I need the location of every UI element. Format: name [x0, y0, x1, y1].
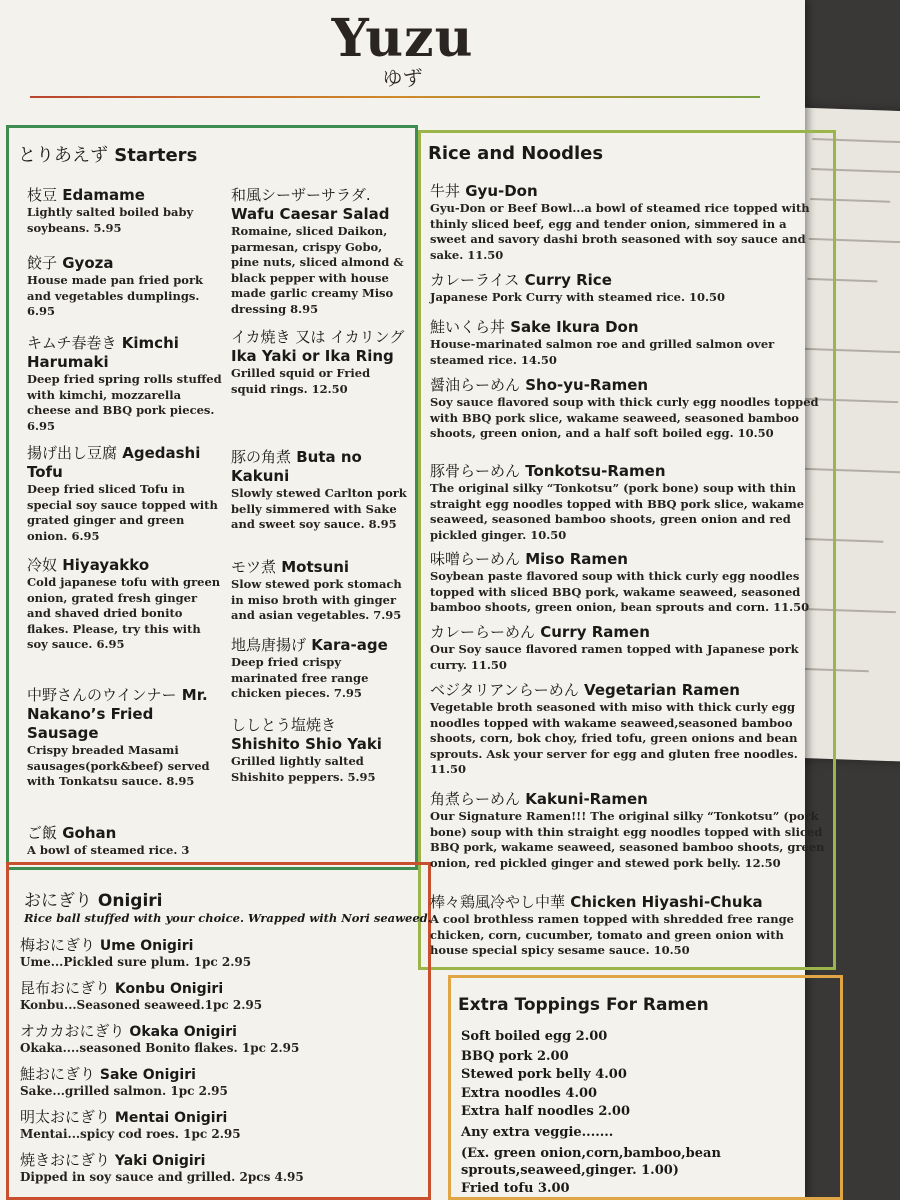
topping-item: Extra noodles 4.00: [461, 1086, 598, 1101]
menu-item-name-en: Gohan: [57, 824, 117, 842]
menu-item: [430, 376, 825, 442]
menu-item: [27, 334, 222, 434]
menu-item-name-en: Ume Onigiri: [95, 938, 194, 954]
menu-item-description: The original silky “Tonkotsu” (pork bone) soup with thin straight egg noodles topped with BBQ pork slice, wakame seaweed, seasoned bamboo shoots, green onion and red pickled ginger. 10.50: [430, 481, 805, 542]
menu-item-description: Our Signature Ramen!!! The original silky “Tonkotsu” (pork bone) soup with thin straight egg noodles topped with sliced BBQ pork, wakame seaweed, seasoned bamboo shoots, green onion, red pickled ginger and stewed pork belly. 12.50: [430, 809, 825, 870]
menu-item-name-jp: キムチ春巻き: [27, 334, 117, 352]
menu-item-description: A cool brothless ramen topped with shredded free range chicken, corn, cucumber, tomato and green onion with house special spicy sesame sauce. 10.50: [430, 912, 794, 957]
menu-item-name: [231, 186, 409, 224]
menu-item-name-jp: カレーらーめん: [430, 623, 536, 641]
menu-item-name-en: Gyu-Don: [460, 182, 538, 200]
menu-item-name-jp: 揚げ出し豆腐: [27, 444, 118, 462]
menu-item: [430, 623, 825, 673]
restaurant-name: Yuzu: [331, 8, 474, 69]
menu-item-name-en: Motsuni: [276, 558, 350, 576]
menu-item-description: House made pan fried pork and vegetables dumplings. 6.95: [27, 273, 204, 318]
menu-item: [27, 444, 222, 544]
menu-item-name-jp: 梅おにぎり: [20, 936, 96, 954]
menu-item-description: Ume...Pickled sure plum. 1pc 2.95: [20, 955, 252, 969]
menu-item-name: [20, 1065, 420, 1084]
menu-item: [430, 318, 825, 368]
menu-item-name-jp: カレーライス: [430, 271, 520, 289]
onigiri-heading: [24, 886, 163, 911]
extra-toppings-heading: Extra Toppings For Ramen: [458, 995, 709, 1015]
menu-item-description: Vegetable broth seasoned with miso with thick curly egg noodles topped with wakame seaweed,seasoned bamboo shoots, corn, bok choy, fried tofu, green onions and bean sprouts. Ask your server for egg and gluten free noodles. 11.50: [430, 700, 798, 776]
menu-item-description: Our Soy sauce flavored ramen topped with Japanese pork curry. 11.50: [430, 642, 799, 672]
topping-item: Stewed pork belly 4.00: [461, 1067, 627, 1082]
menu-item-name: [430, 462, 825, 481]
menu-item-name-jp: ベジタリアンらーめん: [430, 681, 579, 699]
menu-item-name: [430, 893, 825, 912]
menu-item-name-en: Sake Ikura Don: [505, 318, 639, 336]
menu-item-description: Konbu...Seasoned seaweed.1pc 2.95: [20, 998, 263, 1012]
menu-item-name: [430, 790, 825, 809]
menu-item-name-en: Mentai Onigiri: [110, 1110, 228, 1126]
menu-item: [430, 681, 825, 778]
menu-item: [20, 1065, 420, 1099]
menu-item-name-en: Kakuni-Ramen: [520, 790, 648, 808]
menu-item-name-en: Wafu Caesar Salad: [231, 205, 390, 223]
topping-item: Extra half noodles 2.00: [461, 1104, 630, 1119]
topping-item: (Ex. green onion,corn,bamboo,bean sprouts,seaweed,ginger. 1.00): [461, 1146, 721, 1178]
menu-item-name: [231, 558, 409, 577]
menu-item-name: [27, 824, 222, 843]
menu-item-name-en: Ika Yaki or Ika Ring: [231, 347, 394, 365]
menu-item: [20, 979, 420, 1013]
menu-item: [27, 254, 222, 320]
menu-item-name-jp: 鮭いくら丼: [430, 318, 506, 336]
menu-item-name-jp: 枝豆: [27, 186, 58, 204]
menu-item-name-jp: 和風シーザーサラダ.: [231, 186, 371, 204]
menu-item-name-jp: 餃子: [27, 254, 58, 272]
menu-item-name: [430, 681, 825, 700]
menu-item-name: [27, 556, 222, 575]
menu-item-name: [231, 636, 409, 655]
menu-item-name: [430, 271, 825, 290]
menu-item-name-en: Tonkotsu-Ramen: [520, 462, 666, 480]
menu-item-name: [430, 623, 825, 642]
onigiri-heading-en: Onigiri: [97, 891, 163, 911]
menu-item-description: Lightly salted boiled baby soybeans. 5.95: [27, 205, 194, 235]
menu-item-description: Cold japanese tofu with green onion, grated fresh ginger and shaved dried bonito flakes. Please, try this with soy sauce. 6.95: [27, 575, 221, 651]
menu-item-description: Grilled lightly salted Shishito peppers. 5.95: [231, 754, 376, 784]
menu-item-name: [231, 328, 409, 366]
topping-item: Soft boiled egg 2.00: [461, 1029, 608, 1044]
menu-item-name: [27, 686, 222, 743]
menu-item-description: Mentai...spicy cod roes. 1pc 2.95: [20, 1127, 241, 1141]
menu-item-name-jp: ししとう塩焼き: [231, 716, 337, 734]
menu-item: [430, 271, 825, 306]
menu-item-name-jp: 棒々鶏風冷やし中華: [430, 893, 566, 911]
menu-item-name-jp: ご飯: [27, 824, 58, 842]
menu-item-name-jp: 味噌らーめん: [430, 550, 521, 568]
menu-item-description: Soybean paste flavored soup with thick curly egg noodles topped with sliced BBQ pork, wakame seaweed, seasoned bamboo shoots, green onion, bean sprouts and corn. 11.50: [430, 569, 810, 614]
menu-item: [430, 182, 825, 263]
menu-item-description: Japanese Pork Curry with steamed rice. 10.50: [430, 290, 726, 304]
menu-item-name: [430, 182, 825, 201]
starters-heading-jp: とりあえず: [18, 145, 108, 166]
menu-item-description: Grilled squid or Fried squid rings. 12.50: [231, 366, 371, 396]
menu-item: [231, 636, 409, 702]
menu-item-name-jp: イカ焼き 又は イカリング: [231, 328, 405, 346]
menu-item-name-en: Sake Onigiri: [95, 1067, 196, 1083]
menu-item-name-en: Agedashi Tofu: [27, 444, 201, 481]
menu-item-name-jp: 冷奴: [27, 556, 58, 574]
menu-item: [20, 1022, 420, 1056]
menu-item-description: Sake...grilled salmon. 1pc 2.95: [20, 1084, 228, 1098]
menu-item-description: Soy sauce flavored soup with thick curly egg noodles topped with BBQ pork slice, wakame seaweed, seasoned bamboo shoots, green onion, and a half soft boiled egg. 10.50: [430, 395, 819, 440]
menu-item-name-en: Konbu Onigiri: [110, 981, 224, 997]
restaurant-name-jp: ゆず: [382, 66, 423, 90]
menu-item: [27, 824, 222, 859]
menu-item-description: House-marinated salmon roe and grilled salmon over steamed rice. 14.50: [430, 337, 775, 367]
menu-item: [27, 556, 222, 653]
menu-item-name: [20, 1108, 420, 1127]
topping-item: Any extra veggie.......: [461, 1125, 614, 1140]
menu-item: [231, 328, 409, 397]
menu-item-name-en: Curry Rice: [519, 271, 612, 289]
menu-item-name-en: Vegetarian Ramen: [578, 681, 740, 699]
menu-item-name-en: Mr. Nakano’s Fried Sausage: [27, 686, 208, 742]
menu-item-name-jp: 醤油らーめん: [430, 376, 521, 394]
menu-item-name: [231, 716, 409, 754]
menu-item-description: Deep fried sliced Tofu in special soy sauce topped with grated ginger and green onion. 6.95: [27, 482, 218, 543]
menu-item-name: [27, 444, 222, 482]
menu-item: [27, 186, 222, 236]
menu-item-name-en: Miso Ramen: [520, 550, 628, 568]
menu-item-name-jp: 地鳥唐揚げ: [231, 636, 307, 654]
menu-item-name: [430, 550, 825, 569]
menu-item-name-en: Gyoza: [57, 254, 114, 272]
menu-item-name-jp: 中野さんのウインナー: [27, 686, 177, 704]
menu-item-description: Deep fried crispy marinated free range chicken pieces. 7.95: [231, 655, 369, 700]
menu-item-name-jp: 焼きおにぎり: [20, 1151, 111, 1169]
menu-item-name-en: Kara-age: [306, 636, 388, 654]
menu-item-name-en: Buta no Kakuni: [231, 448, 362, 485]
menu-item-name-en: Chicken Hiyashi-Chuka: [565, 893, 763, 911]
menu-item: [430, 893, 825, 959]
menu-item-name-jp: 昆布おにぎり: [20, 979, 111, 997]
menu-item-name-en: Hiyayakko: [57, 556, 150, 574]
menu-item: [231, 558, 409, 624]
menu-item-name: [20, 1022, 420, 1041]
menu-item: [231, 186, 409, 317]
menu-item-name-en: Yaki Onigiri: [110, 1153, 206, 1169]
menu-item: [231, 448, 409, 533]
menu-item: [430, 790, 825, 871]
menu-item-name-jp: 牛丼: [430, 182, 461, 200]
starters-heading: [18, 141, 197, 167]
menu-item: [430, 550, 825, 616]
menu-item-name-jp: 明太おにぎり: [20, 1108, 111, 1126]
menu-item-name-jp: オカカおにぎり: [20, 1022, 125, 1040]
title-divider: [30, 96, 760, 98]
menu-item-description: Deep fried spring rolls stuffed with kimchi, mozzarella cheese and BBQ pork pieces. 6.95: [27, 372, 222, 433]
menu-item-name-en: Curry Ramen: [535, 623, 650, 641]
menu-item: [20, 936, 420, 970]
menu-item-name-jp: 角煮らーめん: [430, 790, 521, 808]
menu-item-name: [430, 376, 825, 395]
topping-item: BBQ pork 2.00: [461, 1049, 569, 1064]
rice-noodles-heading: Rice and Noodles: [428, 143, 604, 164]
menu-item-name: [27, 186, 222, 205]
menu-item-name-en: Kimchi Harumaki: [27, 334, 179, 371]
menu-item-description: Crispy breaded Masami sausages(pork&beef) served with Tonkatsu sauce. 8.95: [27, 743, 210, 788]
menu-item-name: [231, 448, 409, 486]
menu-item-description: Dipped in soy sauce and grilled. 2pcs 4.95: [20, 1170, 304, 1184]
menu-item-description: Slow stewed pork stomach in miso broth with ginger and asian vegetables. 7.95: [231, 577, 402, 622]
menu-item-description: Gyu-Don or Beef Bowl...a bowl of steamed rice topped with thinly sliced beef, egg and tender onion, simmered in a sweet and savory dashi broth seasoned with soy sauce and sake. 11.50: [430, 201, 810, 262]
menu-item: [20, 1108, 420, 1142]
menu-item: [430, 462, 825, 543]
menu-item-name-en: Edamame: [57, 186, 145, 204]
onigiri-heading-jp: おにぎり: [24, 891, 92, 911]
menu-item-name-jp: モツ煮: [231, 558, 277, 576]
menu-item-name: [20, 979, 420, 998]
menu-item-name: [20, 1151, 420, 1170]
menu-item-description: Okaka....seasoned Bonito flakes. 1pc 2.95: [20, 1041, 300, 1055]
menu-item: [231, 716, 409, 785]
menu-item-name: [27, 334, 222, 372]
menu-item: [27, 686, 222, 790]
menu-item-name-en: Okaka Onigiri: [124, 1024, 237, 1040]
menu-item-name-jp: 豚骨らーめん: [430, 462, 521, 480]
topping-item: Fried tofu 3.00: [461, 1181, 570, 1196]
menu-item-description: Romaine, sliced Daikon, parmesan, crispy Gobo, pine nuts, sliced almond & black pepper with house made garlic creamy Miso dressing 8.95: [231, 224, 404, 316]
menu-item: [20, 1151, 420, 1185]
menu-item-description: Slowly stewed Carlton pork belly simmered with Sake and sweet soy sauce. 8.95: [231, 486, 407, 531]
menu-item-name: [430, 318, 825, 337]
menu-item-name-jp: 鮭おにぎり: [20, 1065, 96, 1083]
menu-item-name-en: Sho-yu-Ramen: [520, 376, 649, 394]
menu-item-description: A bowl of steamed rice. 3: [27, 843, 190, 857]
menu-item-name-jp: 豚の角煮: [231, 448, 292, 466]
starters-heading-en: Starters: [114, 145, 198, 166]
menu-item-name: [20, 936, 420, 955]
menu-item-name: [27, 254, 222, 273]
onigiri-intro: Rice ball stuffed with your choice. Wrapped with Nori seaweed.: [24, 911, 432, 925]
menu-item-name-en: Shishito Shio Yaki: [231, 735, 382, 753]
